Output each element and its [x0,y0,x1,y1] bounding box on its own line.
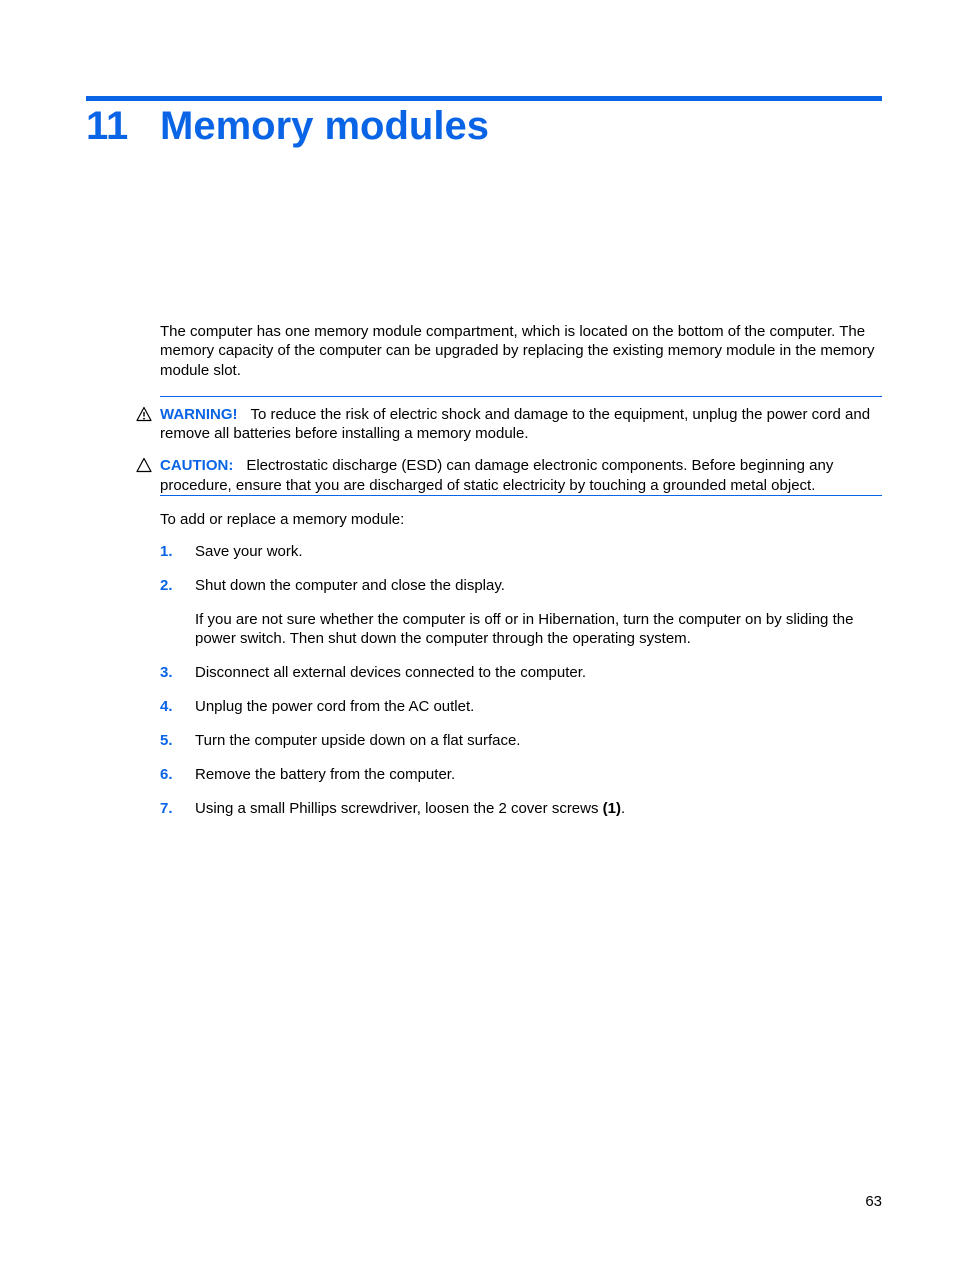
step-number: 4. [160,698,173,716]
list-item [160,697,882,716]
chapter-title-text: Memory modules [160,104,489,148]
step-number: 5. [160,732,173,750]
steps-list [160,542,882,818]
step-text: Shut down the computer and close the display. [195,577,505,595]
list-item [160,731,882,750]
step-text: Disconnect all external devices connected to the computer. [195,664,587,682]
caution-triangle-icon [136,457,152,473]
step-text: Turn the computer upside down on a flat surface. [195,732,521,750]
warning-text: To reduce the risk of electric shock and damage to the equipment, unplug the power cord and remove all batteries before installing a memory module. [160,405,871,443]
page-number: 63 [865,1193,882,1210]
step-text: Remove the battery from the computer. [195,766,456,784]
warning-triangle-icon [136,406,152,422]
intro-paragraph: The computer has one memory module compartment, which is located on the bottom of the computer. The memory capacity of the computer can be upgraded by replacing the existing memory module in the memory module slot. [160,323,875,379]
step-number: 2. [160,577,173,595]
step-text: Unplug the power cord from the AC outlet. [195,698,475,716]
list-item [160,542,882,561]
step-number: 6. [160,766,173,784]
warning-notice [160,405,882,444]
chapter-title [86,100,489,152]
step-number: 3. [160,664,173,682]
warning-label: WARNING! [160,405,238,423]
procedure-lead: To add or replace a memory module: [160,511,405,529]
step-note: If you are not sure whether the computer is off or in Hibernation, turn the computer on by sliding the power switch. Then shut down the computer through the operating system. [195,611,854,648]
list-item [160,663,882,682]
callout-number: (1) [602,799,621,817]
step-text: Save your work. [195,543,303,561]
caution-notice [160,456,882,495]
list-item [160,765,882,784]
step-text: Using a small Phillips screwdriver, loosen the 2 cover screws [195,799,603,817]
step-text-end: . [621,799,626,817]
page-content [160,322,882,833]
list-item [160,799,882,818]
notice-block [160,396,882,496]
chapter-number: 11 [86,104,129,148]
list-item [160,576,882,648]
step-number: 7. [160,799,173,817]
caution-label: CAUTION: [160,457,234,475]
step-number: 1. [160,543,173,561]
caution-text: Electrostatic discharge (ESD) can damage electronic components. Before beginning any procedure, ensure that you are discharged of static electricity by touching a grounded metal object. [160,457,834,494]
